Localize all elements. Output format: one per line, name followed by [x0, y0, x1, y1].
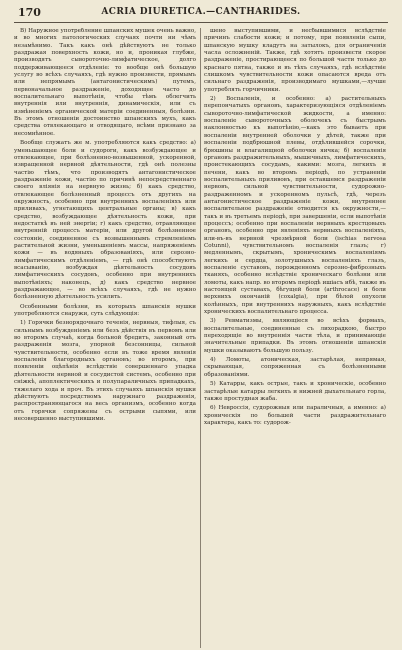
- paragraph: шено выступившими, и несбывшимися вслѣдствіе причинъ слабости кожи; и потому, при появленіи сыпи, шпанскую мушку кладутъ на затылокъ, для ограниченія часла осложненій. Также, гдѣ хотятъ произвести скорое раздраженіе, простирающееся по большой части только до краснаго пятна, также и въ тѣхъ случаяхъ, гдѣ вслѣдствіе слишкомъ чувствительности кожи опасаются вреда отъ сильнаго раздраженія, производимаго мушками,—лучше употреблять горчичники.: [204, 28, 386, 93]
- right-column: [204, 28, 386, 648]
- column-divider: [200, 28, 201, 648]
- running-title: ACRIA DIURETICA.—CANTHARIDES.: [101, 7, 301, 17]
- paragraph: 5) Катарры, какъ острые, такъ и хроническіе, особенно застарѣлые катарры легкихъ и нижней дыхательнаго горла, также простудная жаба.: [204, 381, 386, 402]
- paragraph: Особенными болѣзни, въ которыхъ шпанскія мушки употребляются снаружи, суть слѣдующія:: [14, 303, 196, 318]
- page-number: 170: [18, 6, 41, 19]
- paragraph: 2) Воспаленія, и особенно: а) растительныхъ перепончатыхъ органовъ, характеризующіяся отдѣленіемъ сывороточно-лимфатической жидкости, а именно: воспаленіе сывороточныхъ оболочекъ съ быстрымъ наклонностью къ выпотѣнію,—какъ это бываетъ при воспаленіи внутренней оболочки у дѣтей, также при воспаленіи подбрюшной плевы, отдѣлившейся сорочки, брюшины и влагалищной оболочки яичка; б) воспаленія органовъ раздражительныхъ, мышечныхъ, лимфатическихъ, проистекающихъ сосудамъ, какими: мозга, легкихъ и печени, какъ во второмъ періодѣ, по устраненіи воспалительныхъ приливовъ, при оставшемся раздраженіи нервовъ, сильной чувствительности, судорожно-раздраженномъ и ускоренномъ пульсѣ, гдѣ, черезъ антагонистическое раздраженіе кожи, внутреннее воспалительное раздраженіе отводится къ окружности,—такъ и въ третьемъ періодѣ, при завершеніи, если выпотѣнія процессъ; особенно при воспаленіи нервныхъ крестцовыхъ органовъ, особенно при явленіяхъ нервныхъ воспаленіяхъ, или-въ-въ нервной чрезмѣрной боли (ischias nervosa Cotunni), чувствительномъ воспаленія глазъ; г) медленнымъ, скрытымъ, хроническимъ воспаленіямъ легкихъ и сердца, золотушныхъ воспаленіяхъ глазъ, воспаленіе суставовъ, порожденномъ серозно-фиброзныхъ тканяхъ, особенно вслѣдствіе хроническаго болѣзни или ломоты, какъ напр. во второмъ періодѣ ишіасъ ибѣ, также въ настоящей суставахъ, бѣгущей боли (arthrocace) и боли верхнихъ окончаній (coxalgia), при бѣлой опухоли колѣнныхъ, при внутреннихъ наружныхъ, какъ вслѣдствіе хроническихъ воспалительнаго процесса.: [204, 96, 386, 316]
- left-column: [14, 28, 196, 648]
- paragraph: Вообще служатъ же м. употребляются какъ средство: а) уменьшающее боли и судороги, какъ возбуждающее и отвлекающее, при болѣзненно-возвышенной, ускоренной, извращенной нервной дѣятельности, гдѣ онѣ полезны частію тѣмъ, что производятъ антагонистическое раздраженіе кожи, частію по причинѣ непосредственнаго своего вліянія на нервную жизнь; б) какъ средство, отвлекающее болѣзненный процессъ отъ другихъ на окружность, особенно при внутреннихъ воспаленіяхъ или приливахъ, угнетающихъ центральные органы; в) какъ средство, возбуждающее дѣятельность кожи, при недостаткѣ въ ней энергіи; г) какъ средство, отравляющее внутренній процессъ матеріи, или другой болѣзненное состояніе, соединенное съ возвышеннымъ стремленіемъ растительной жизни, уменьшеніемъ массы, напряженіемъ кожи — въ водяныхъ образованіяхъ, или серозно-лимфатическимъ отдѣленіемъ, — гдѣ онѣ способствуютъ всасыванію, возбуждая дѣятельность сосудовъ лимфатическихъ сосудовъ, особенно при внутреннихъ выпотѣніяхъ; наконецъ, д) какъ средство нервное раздражающее, — во всѣхъ случаяхъ, гдѣ не нужно болѣзненную дѣятельность усилить.: [14, 140, 196, 301]
- paragraph: 6) Невроссія, судорожныя или параличныя, а именно: а) хроническія по большей части раздражительнаго характера, какъ то: судорож-: [204, 405, 386, 426]
- paragraph: 3) Ревматизмы, являющіеся во всѣхъ формахъ, воспалительные, соединенные съ лихорадкою, быстро переходящіе во внутреннія части тѣла, и принимающіе значительные припадки. Въ этомъ отношеніи шпанскія мушки оказываютъ большую пользу.: [204, 318, 386, 354]
- paragraph: 4) Ломоты, атоническая, застарѣлая, непрямая, скрывающая, сопряженная съ болѣзненными образованіями.: [204, 357, 386, 378]
- paragraph: 1) Горячки безнорядочнаго теченія, нервныя, тифлыя, съ сильнымъ возбужденіемъ или безъ дѣйствія въ первомъ или во второмъ случаѣ, когда больной бредитъ, законный отъ раздраженія мозга, упорной безсонницы, сильной чувствительности, особенно если въ тоже время явленія воспаленія благородныхъ органовъ; во второмъ, при появленіи оцѣпѣнія вслѣдствіе совершеннаго упадка дѣятельности нервной и сосудистой системъ, особенно при сніжкѣ, апоплектическихъ и полупараличныхъ припадкахъ, тяжелаго хода и проч. Въ этихъ случаяхъ шпанскія мушки дѣйствуютъ посредствомъ наружнаго раздраженія, распространяющагося на весь организмъ, особенно когда отъ горячки сопряжены съ острыми сыпями, или несовершенно выступившими.: [14, 320, 196, 422]
- text-columns: [14, 28, 388, 648]
- paragraph: В) Наружное употребление шпанских мушек очень важно, и во многих патологических случаях почти ни чѣмъ незамѣнимо. Такъ какъ онѣ дѣйствуютъ не только раздражая поверхность кожи, но и, проникая глубже, производятъ сывороточно-лимфатическое, долго поддерживающееся отдѣленіе: то вообще онѣ большую услугу во всѣхъ случаяхъ, гдѣ нужно произвести, прямымъ или непрямымъ (антагонистическимъ) путемъ, первоначальное раздраженіе, доходящее часто до воспалительнаго выпотѣнія, чтобы тѣмъ облегчить внутреннія или внутреннія, динамическія, или съ измѣненіемъ органической матеріи соединенныя, болѣзни. Въ этомъ отношеніи достоинство шпанскихъ мухъ, какъ средства отвлекающаго и отводящаго, всѣми признано за несомнѣнное.: [14, 28, 196, 137]
- page-header: [14, 4, 388, 23]
